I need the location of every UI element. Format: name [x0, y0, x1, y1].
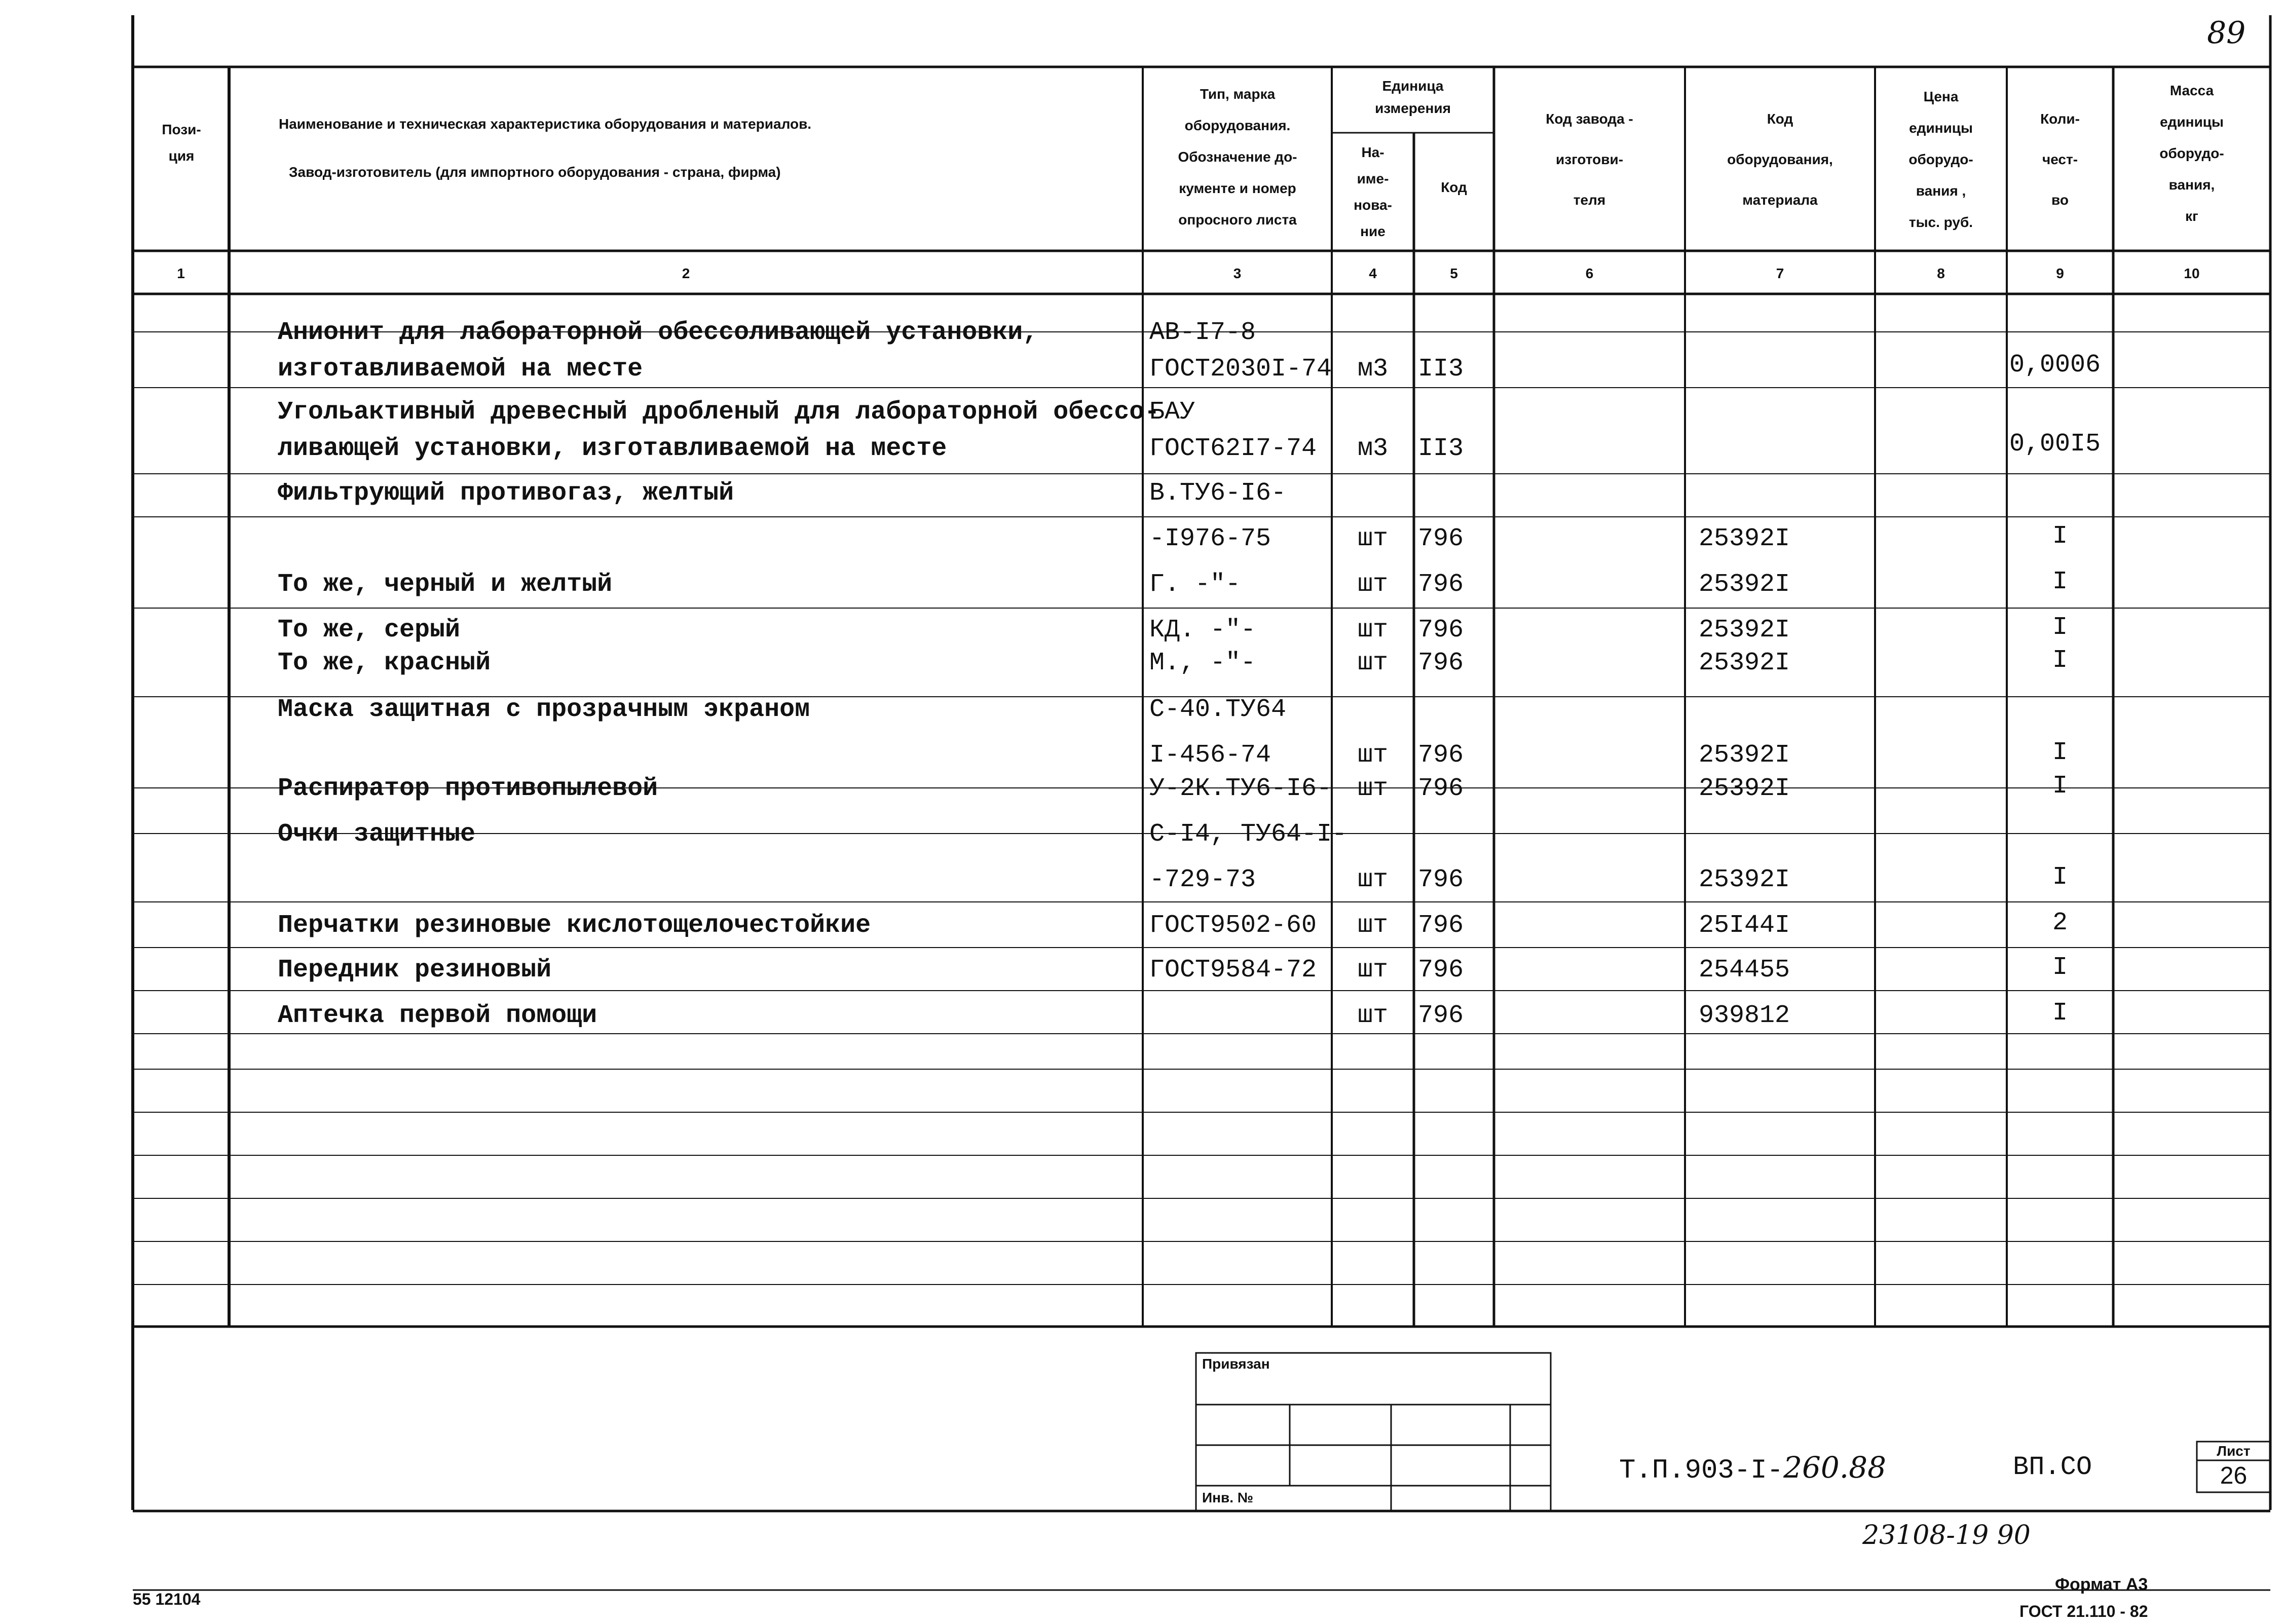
- row-type: ГОСТ9502-60: [1149, 911, 1317, 940]
- row-quantity: I: [2052, 738, 2068, 767]
- sheet-number: 26: [2220, 1462, 2248, 1489]
- row-material-code: 25392I: [1699, 570, 1790, 599]
- row-quantity: I: [2052, 863, 2068, 892]
- row-name: То же, черный и желтый: [278, 570, 613, 599]
- col-number: 6: [1585, 266, 1594, 281]
- archive-number: 23108-19 90: [1862, 1520, 2031, 1551]
- document-code-printed: Т.П.903-I-: [1619, 1455, 1784, 1486]
- format-label: Формат А3: [2055, 1575, 2148, 1594]
- row-type: -729-73: [1149, 865, 1256, 894]
- row-unit-code: 796: [1418, 570, 1464, 599]
- col-number: 10: [2184, 266, 2200, 281]
- row-name: Распиратор противопылевой: [278, 774, 658, 803]
- row-quantity: I: [2052, 522, 2068, 551]
- row-name: ливающей установки, изготавливаемой на месте: [278, 434, 947, 463]
- row-name: Передник резиновый: [278, 956, 552, 985]
- bottom-left-code: 55 12104: [133, 1590, 201, 1608]
- row-type: М., -"-: [1149, 649, 1256, 677]
- document-code-handwritten: 260.88: [1783, 1450, 1887, 1485]
- row-type: -I976-75: [1149, 524, 1271, 553]
- row-type: ГОСТ9584-72: [1149, 956, 1317, 985]
- header-price: Цена единицы оборудо- вания , тыс. руб.: [1908, 89, 1973, 230]
- row-unit: шт: [1357, 524, 1388, 553]
- row-name: Очки защитные: [278, 820, 476, 849]
- header-name-line2: Завод-изготовитель (для импортного оборудования - страна, фирма): [289, 164, 781, 180]
- row-quantity: I: [2052, 772, 2068, 801]
- row-type: АВ-I7-8: [1149, 318, 1256, 347]
- row-type: У-2К.ТУ6-I6-: [1149, 774, 1332, 803]
- row-material-code: 25392I: [1699, 741, 1790, 770]
- stamp-inv-no: Инв. №: [1202, 1490, 1254, 1505]
- row-name: Анионит для лабораторной обессоливающей установки,: [278, 318, 1038, 347]
- row-unit: шт: [1357, 911, 1388, 940]
- col-number: 8: [1937, 266, 1945, 281]
- row-unit-code: 796: [1418, 1001, 1464, 1030]
- row-unit: м3: [1357, 434, 1388, 463]
- document-code: [1619, 1450, 1886, 1486]
- row-name: Маска защитная с прозрачным экраном: [278, 695, 810, 724]
- row-material-code: 25392I: [1699, 616, 1790, 645]
- row-type: В.ТУ6-I6-: [1149, 479, 1287, 508]
- row-type: ГОСТ2030I-74: [1149, 355, 1332, 384]
- row-quantity: 0,0006: [2009, 351, 2101, 380]
- row-unit: шт: [1357, 616, 1388, 645]
- page-number: 89: [2207, 15, 2246, 51]
- row-quantity: I: [2052, 953, 2068, 982]
- row-name: То же, красный: [278, 649, 491, 677]
- row-unit-code: II3: [1418, 434, 1464, 463]
- col-number: 5: [1450, 266, 1458, 281]
- row-quantity: I: [2052, 613, 2068, 642]
- sheet-label: Лист: [2217, 1443, 2251, 1459]
- col-number: 1: [177, 266, 185, 281]
- row-unit-code: 796: [1418, 774, 1464, 803]
- row-material-code: 25392I: [1699, 774, 1790, 803]
- col-number: 9: [2056, 266, 2064, 281]
- row-material-code: 939812: [1699, 1001, 1790, 1030]
- row-name: Перчатки резиновые кислотощелочестойкие: [278, 911, 871, 940]
- row-type: БАУ: [1149, 398, 1195, 427]
- header-unit-code: Код: [1441, 179, 1467, 195]
- row-unit: шт: [1357, 649, 1388, 677]
- col-number: 4: [1369, 266, 1377, 281]
- row-material-code: 254455: [1699, 956, 1790, 985]
- row-type: С-I4, ТУ64-I-: [1149, 820, 1347, 849]
- row-unit-code: 796: [1418, 865, 1464, 894]
- row-material-code: 25I44I: [1699, 911, 1790, 940]
- gost-label: ГОСТ 21.110 - 82: [2019, 1602, 2148, 1620]
- row-unit: шт: [1357, 956, 1388, 985]
- header-name-line1: Наименование и техническая характеристика оборудования и материалов.: [279, 116, 812, 132]
- row-material-code: 25392I: [1699, 524, 1790, 553]
- row-unit: шт: [1357, 570, 1388, 599]
- row-type: С-40.ТУ64: [1149, 695, 1287, 724]
- row-unit-code: 796: [1418, 616, 1464, 645]
- row-type: КД. -"-: [1149, 616, 1256, 645]
- header-mass: Масса единицы оборудо- вания, кг: [2159, 83, 2224, 224]
- sheet-code: ВП.СО: [2013, 1452, 2092, 1482]
- row-unit-code: 796: [1418, 741, 1464, 770]
- row-type: ГОСТ62I7-74: [1149, 434, 1317, 463]
- row-name: Фильтрующий противогаз, желтый: [278, 479, 734, 508]
- row-name: изготавливаемой на месте: [278, 355, 643, 384]
- header-material-code: Код оборудования, материала: [1727, 111, 1833, 208]
- row-unit: м3: [1357, 355, 1388, 384]
- row-quantity: I: [2052, 646, 2068, 675]
- row-type: I-456-74: [1149, 741, 1271, 770]
- row-unit-code: 796: [1418, 649, 1464, 677]
- row-unit-code: II3: [1418, 355, 1464, 384]
- header-unit-group: Единица измерения: [1375, 78, 1451, 116]
- col-number: 7: [1776, 266, 1784, 281]
- row-quantity: I: [2052, 568, 2068, 596]
- row-name: Угольактивный древесный дробленый для лабораторной обессо-: [278, 398, 1160, 427]
- row-quantity: I: [2052, 999, 2068, 1028]
- row-quantity: 2: [2052, 909, 2068, 937]
- row-name: Аптечка первой помощи: [278, 1001, 597, 1030]
- col-number: 2: [682, 266, 690, 281]
- row-unit: шт: [1357, 741, 1388, 770]
- row-type: Г. -"-: [1149, 570, 1241, 599]
- row-material-code: 25392I: [1699, 649, 1790, 677]
- row-unit-code: 796: [1418, 524, 1464, 553]
- header-unit-name: На- име- нова- ние: [1354, 144, 1392, 239]
- stamp-privyazan: Привязан: [1202, 1356, 1270, 1372]
- header-factory-code: Код завода - изготови- теля: [1546, 111, 1633, 208]
- header-position: Пози- ция: [162, 122, 201, 164]
- row-unit: шт: [1357, 1001, 1388, 1030]
- col-number: 3: [1233, 266, 1242, 281]
- header-type: Тип, марка оборудования. Обозначение до- кументе и номер опросного листа: [1178, 86, 1297, 228]
- row-unit: шт: [1357, 865, 1388, 894]
- row-unit: шт: [1357, 774, 1388, 803]
- row-quantity: 0,00I5: [2009, 430, 2101, 459]
- row-name: То же, серый: [278, 616, 461, 645]
- row-unit-code: 796: [1418, 956, 1464, 985]
- header-quantity: Коли- чест- во: [2040, 111, 2080, 208]
- row-unit-code: 796: [1418, 911, 1464, 940]
- row-material-code: 25392I: [1699, 865, 1790, 894]
